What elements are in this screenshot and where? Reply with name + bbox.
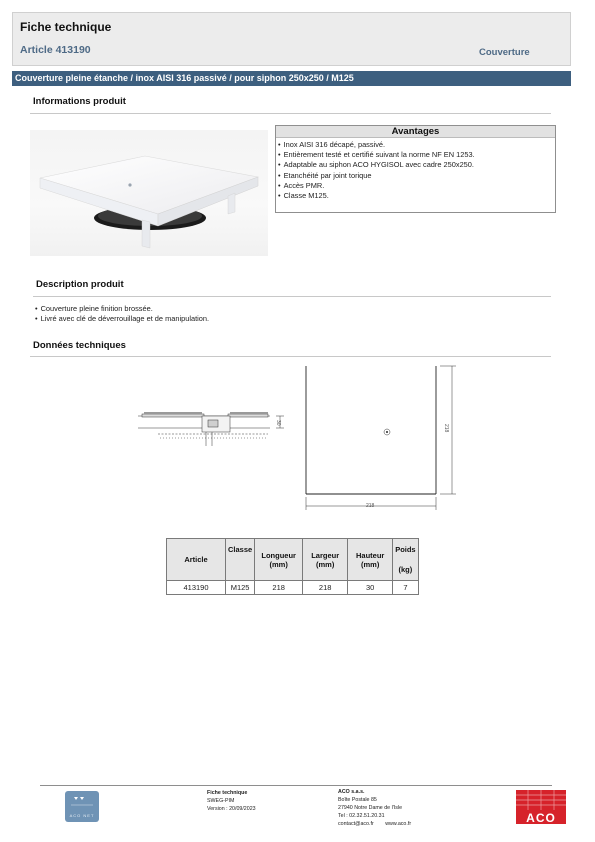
footer-address-line: 27940 Notre Dame de l'Isle <box>338 805 403 811</box>
footer-phone: Tel : 02.32.51.20.31 <box>338 813 385 819</box>
column-header: Largeur (mm) <box>303 539 348 581</box>
section-divider <box>33 296 551 297</box>
table-header-row <box>167 539 419 581</box>
footer-doc-version: Version : 20/09/2023 <box>207 806 256 812</box>
list-item: • Classe M125. <box>278 191 475 201</box>
column-header: Longueur (mm) <box>255 539 303 581</box>
plan-height-dimension: 218 <box>443 424 449 433</box>
table-cell: 30 <box>348 581 393 595</box>
section-title-info: Informations produit <box>33 96 126 107</box>
aco-net-seal <box>65 791 99 822</box>
footer-address-line: Boîte Postale 85 <box>338 797 377 803</box>
description-list <box>35 304 209 324</box>
list-item: • Adaptable au siphon ACO HYGISOL avec cadre 250x250. <box>278 160 475 170</box>
table-cell: 218 <box>303 581 348 595</box>
table-cell: 413190 <box>167 581 226 595</box>
aco-logo-text: ACO <box>526 811 556 825</box>
footer-web-link[interactable]: www.aco.fr <box>385 821 412 827</box>
column-header: Poids (kg) <box>393 539 418 581</box>
table-cell: 7 <box>393 581 418 595</box>
section-title-technical: Données techniques <box>33 340 126 351</box>
footer-doc-type: Fiche technique <box>207 790 248 796</box>
document-title: Fiche technique <box>20 20 112 34</box>
product-title-bar: Couverture pleine étanche / inox AISI 316 passivé / pour siphon 250x250 / M125 <box>12 71 571 86</box>
list-item: • Livré avec clé de déverrouillage et de manipulation. <box>35 314 209 324</box>
footer-email-link[interactable]: contact@aco.fr <box>338 821 374 827</box>
section-divider <box>30 113 551 114</box>
article-number: Article 413190 <box>20 44 91 56</box>
product-image <box>30 130 268 256</box>
section-dimension: 30 <box>275 420 281 426</box>
footer-company-info <box>338 788 411 828</box>
column-header: Classe <box>226 539 255 581</box>
list-item: • Accès PMR. <box>278 181 475 191</box>
table-cell: M125 <box>226 581 255 595</box>
table-row <box>167 581 419 595</box>
column-header: Article <box>167 539 226 581</box>
list-item: • Entièrement testé et certifié suivant la norme NF EN 1253. <box>278 150 475 160</box>
list-item: • Couverture pleine finition brossée. <box>35 304 209 314</box>
advantages-list <box>278 140 475 201</box>
plan-width-dimension: 218 <box>366 503 375 509</box>
column-header: Hauteur (mm) <box>348 539 393 581</box>
footer-document-info <box>207 789 256 813</box>
list-item: • Inox AISI 316 décapé, passivé. <box>278 140 475 150</box>
product-category: Couverture <box>479 47 530 58</box>
technical-data-table <box>166 538 419 595</box>
footer-divider <box>40 785 552 786</box>
plan-view-drawing <box>300 364 460 514</box>
footer-doc-code: SWEG-PIM <box>207 798 235 804</box>
footer-company-name: ACO s.a.s. <box>338 789 365 795</box>
section-divider <box>30 356 551 357</box>
table-cell: 218 <box>255 581 303 595</box>
section-title-description: Description produit <box>36 279 124 290</box>
cover-illustration <box>30 130 268 256</box>
advantages-title: Avantages <box>276 126 555 138</box>
list-item: • Etanchéité par joint torique <box>278 171 475 181</box>
cross-section-drawing <box>108 398 298 453</box>
seal-label: ACO NET <box>69 813 95 818</box>
